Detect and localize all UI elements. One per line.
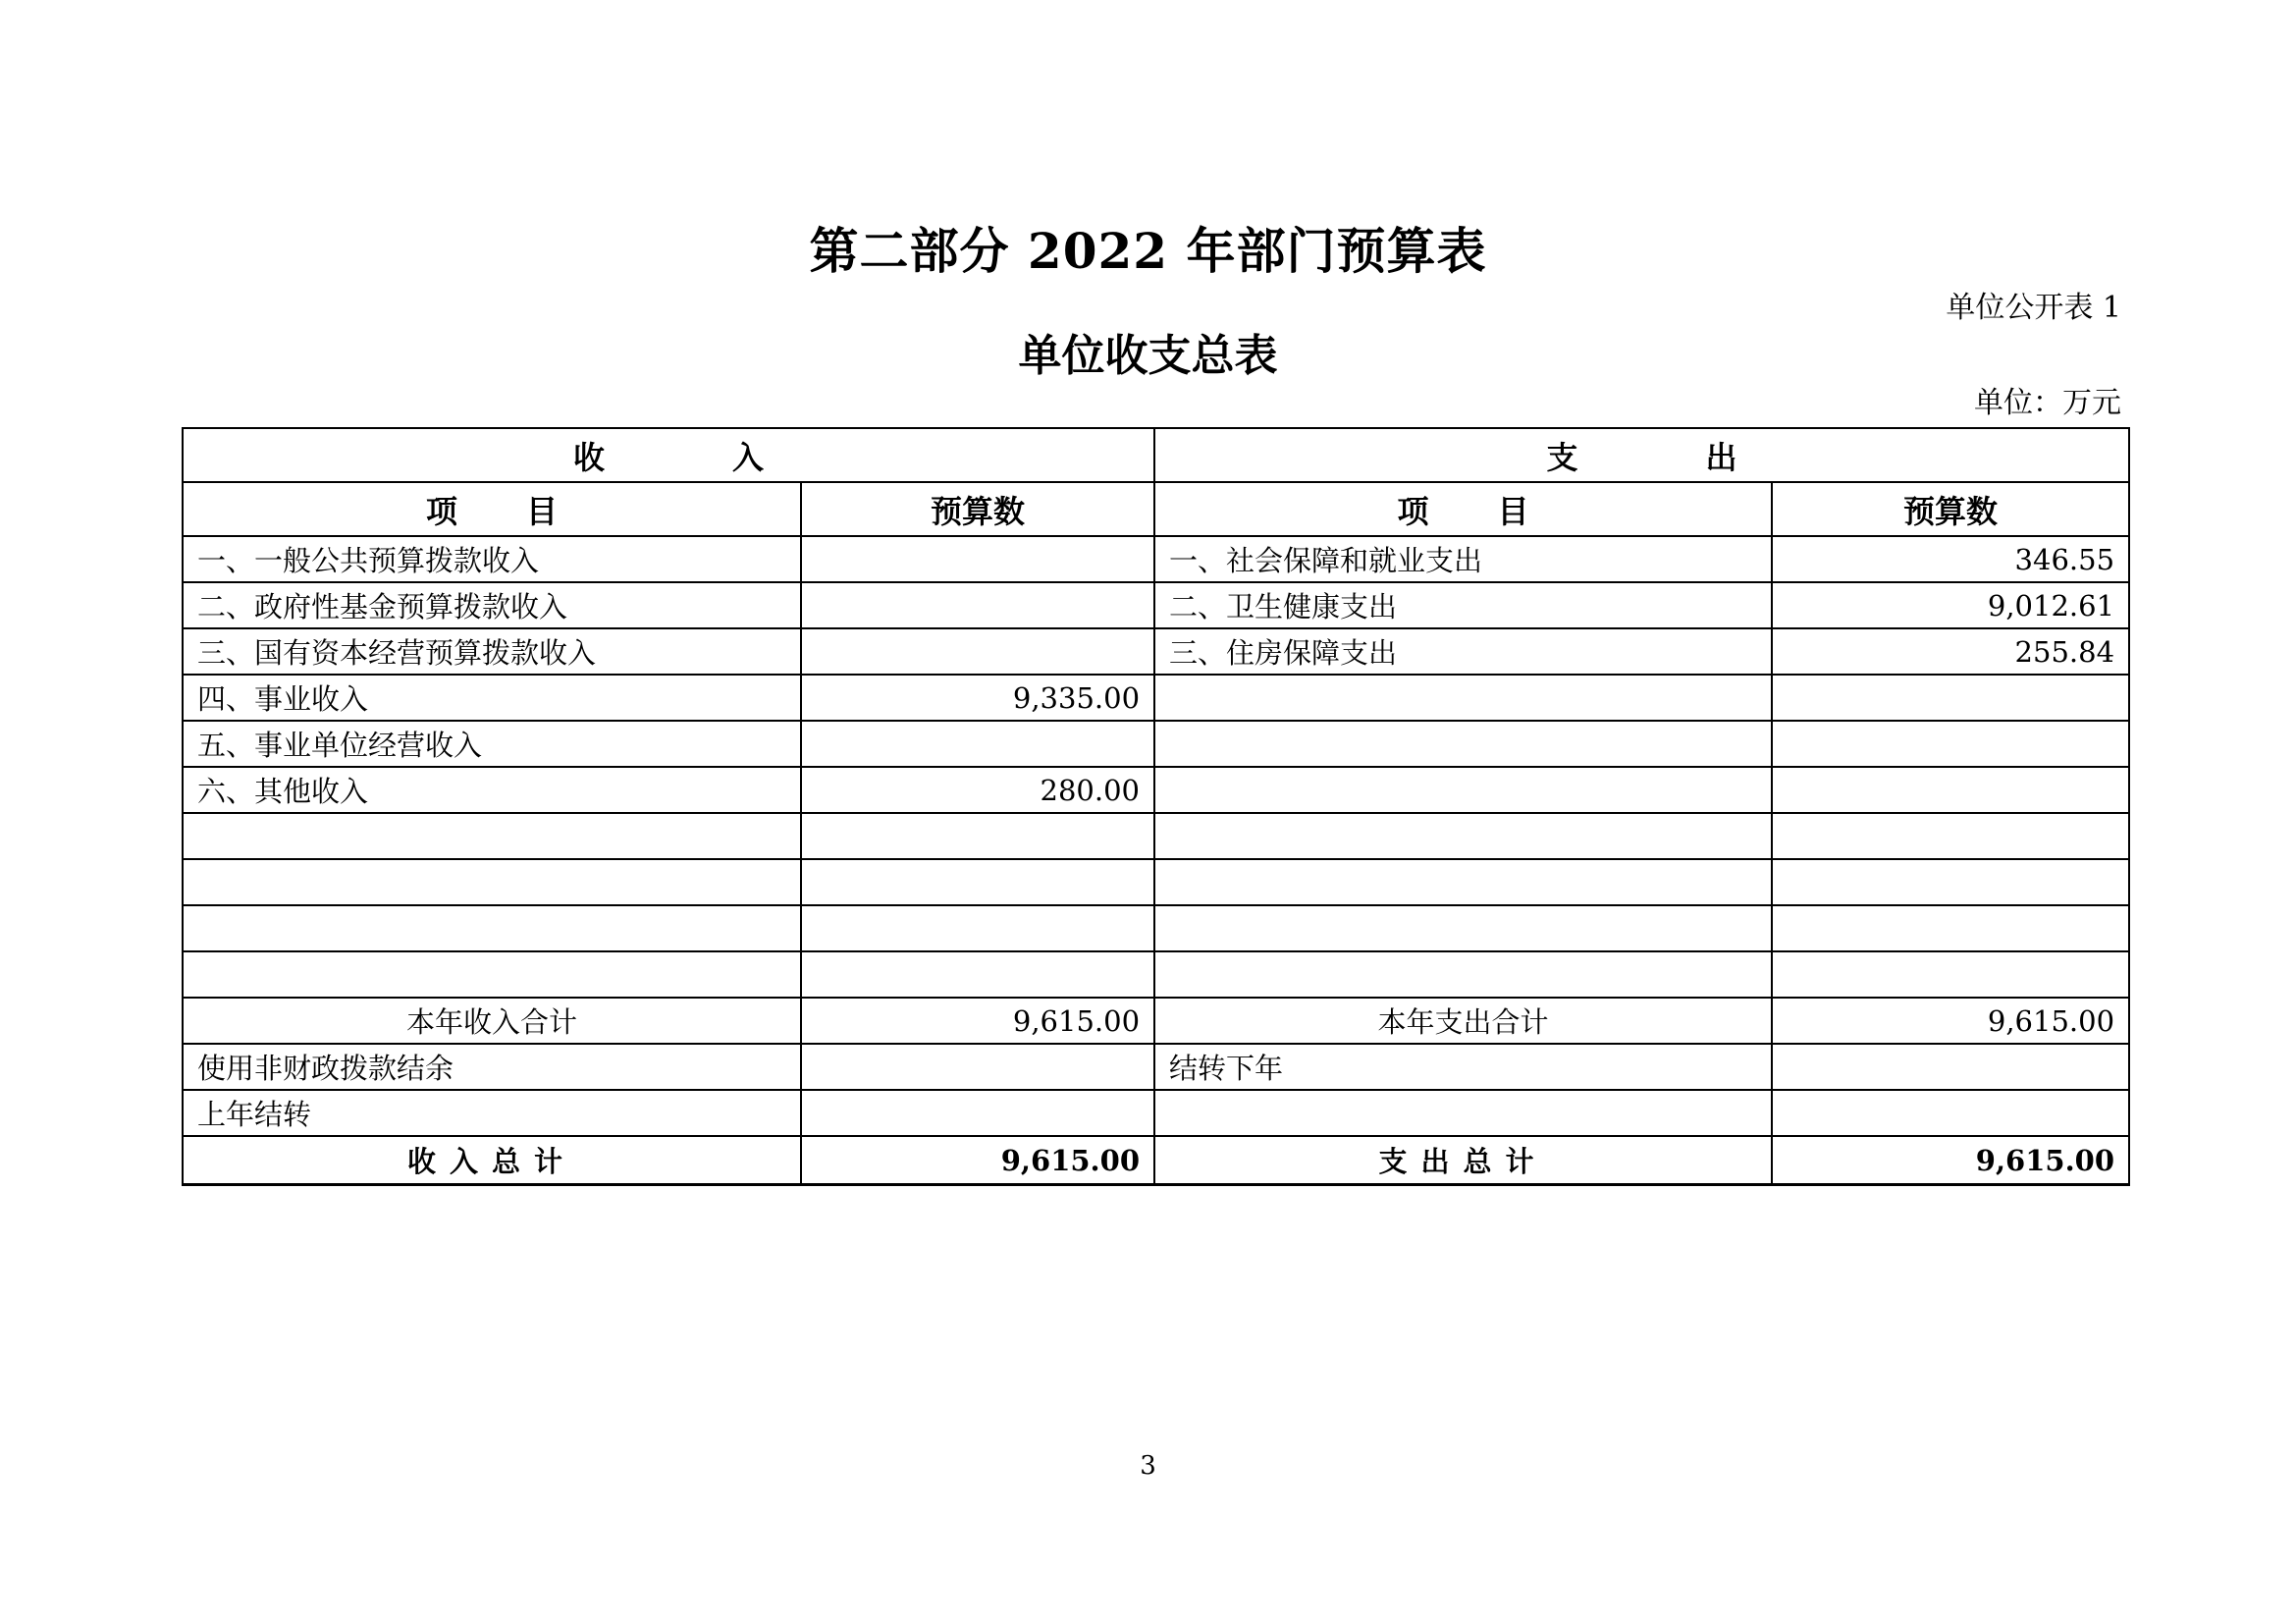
expense-value-cell [1772,951,2129,998]
income-item-cell [183,951,801,998]
income-total-value: 9,615.00 [801,1136,1154,1185]
expense-budget-column-header: 预算数 [1772,482,2129,536]
expense-item-cell: 一、社会保障和就业支出 [1154,536,1772,582]
expense-total-value: 9,615.00 [1772,1136,2129,1185]
income-value-cell: 280.00 [801,767,1154,813]
expense-total-label [1154,1136,1772,1185]
table-row [183,951,2129,998]
expense-item-cell [1154,767,1772,813]
income-value-cell [801,1044,1154,1090]
income-subtotal-label: 本年收入合计 [183,998,801,1044]
expense-item-cell [1154,951,1772,998]
expense-value-cell [1772,1090,2129,1136]
table-row [183,536,2129,582]
income-value-cell [801,536,1154,582]
expense-total-label-text: 支出总计 [1378,1145,1548,1178]
expense-value-cell: 346.55 [1772,536,2129,582]
income-value-cell [801,951,1154,998]
expense-item-cell: 结转下年 [1154,1044,1772,1090]
expense-section-header: 支出 [1154,428,2129,482]
expense-item-cell [1154,905,1772,951]
expense-item-cell [1154,859,1772,905]
income-section-header: 收入 [183,428,1154,482]
expense-item-cell: 二、卫生健康支出 [1154,582,1772,628]
expense-value-cell [1772,859,2129,905]
expense-item-cell: 三、住房保障支出 [1154,628,1772,675]
income-item-cell: 使用非财政拨款结余 [183,1044,801,1090]
income-item-cell [183,813,801,859]
income-total-label-text: 收入总计 [406,1145,576,1178]
expense-value-cell: 9,012.61 [1772,582,2129,628]
income-item-cell: 二、政府性基金预算拨款收入 [183,582,801,628]
expense-value-cell: 255.84 [1772,628,2129,675]
table-row [183,628,2129,675]
page-number: 3 [1140,1451,1156,1481]
income-value-cell [801,905,1154,951]
income-value-cell [801,628,1154,675]
income-value-cell [801,859,1154,905]
grand-total-row [183,1136,2129,1185]
income-item-column-header: 项目 [183,482,801,536]
expense-item-cell [1154,721,1772,767]
income-item-cell [183,905,801,951]
table-row [183,905,2129,951]
income-item-cell: 四、事业收入 [183,675,801,721]
table-title: 单位收支总表 [1018,331,1278,381]
income-item-cell: 一、一般公共预算拨款收入 [183,536,801,582]
table-row [183,813,2129,859]
table-row [183,1090,2129,1136]
expense-value-cell [1772,675,2129,721]
expense-item-cell [1154,813,1772,859]
table-row [183,721,2129,767]
expense-subtotal-label: 本年支出合计 [1154,998,1772,1044]
income-value-cell [801,721,1154,767]
expense-item-cell [1154,1090,1772,1136]
income-subtotal-value: 9,615.00 [801,998,1154,1044]
income-item-cell [183,859,801,905]
income-value-cell [801,582,1154,628]
table-row [183,859,2129,905]
table-row [183,767,2129,813]
expense-subtotal-value: 9,615.00 [1772,998,2129,1044]
expense-value-cell [1772,1044,2129,1090]
income-total-label [183,1136,801,1185]
income-value-cell: 9,335.00 [801,675,1154,721]
income-item-cell: 五、事业单位经营收入 [183,721,801,767]
page-title: 第二部分 2022 年部门预算表 [809,222,1487,280]
form-id-label: 单位公开表 1 [1946,291,2121,325]
table-row [183,1044,2129,1090]
expense-item-cell [1154,675,1772,721]
income-item-cell: 六、其他收入 [183,767,801,813]
income-value-cell [801,813,1154,859]
section-header-row [183,428,2129,482]
unit-label: 单位：万元 [1974,386,2121,420]
table-row [183,675,2129,721]
expense-item-column-header: 项目 [1154,482,1772,536]
expense-value-cell [1772,813,2129,859]
subtotal-row [183,998,2129,1044]
income-budget-column-header: 预算数 [801,482,1154,536]
expense-value-cell [1772,767,2129,813]
budget-summary-table [182,427,2130,1186]
income-item-cell: 上年结转 [183,1090,801,1136]
column-header-row [183,482,2129,536]
expense-value-cell [1772,905,2129,951]
income-item-cell: 三、国有资本经营预算拨款收入 [183,628,801,675]
expense-value-cell [1772,721,2129,767]
income-value-cell [801,1090,1154,1136]
table-row [183,582,2129,628]
